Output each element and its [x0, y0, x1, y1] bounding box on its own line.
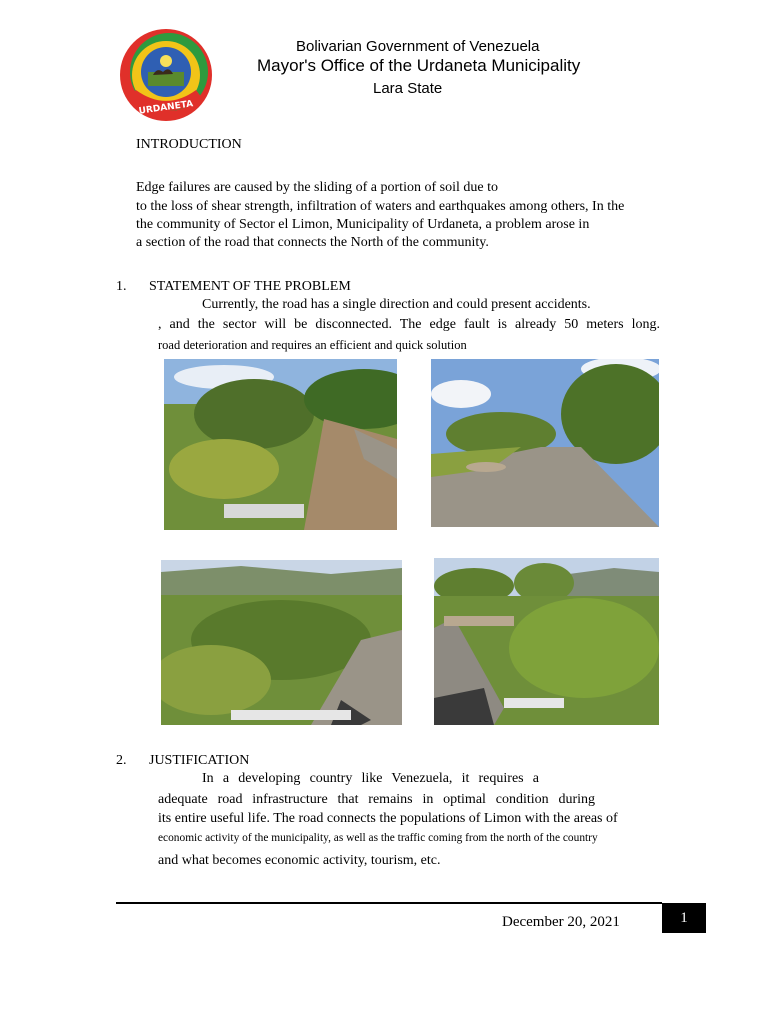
justification-line: adequate road infrastructure that remains in optimal condition during: [158, 792, 595, 807]
intro-line: to the loss of shear strength, infiltration of waters and earthquakes among others, In the: [136, 199, 625, 214]
road-damage-photo-3: [161, 560, 402, 725]
municipality-logo: [119, 28, 213, 122]
justification-line: In a developing country like Venezuela, it requires a: [202, 771, 539, 786]
logo-text: URDANETA: [138, 99, 194, 117]
intro-line: the community of Sector el Limon, Municipality of Urdaneta, a problem arose in: [136, 217, 590, 232]
page-number: 1: [662, 903, 706, 933]
problem-line: road deterioration and requires an efficient and quick solution: [158, 338, 467, 352]
government-title: Bolivarian Government of Venezuela: [296, 38, 540, 55]
road-damage-photo-1: [164, 359, 397, 530]
justification-line: and what becomes economic activity, tourism, etc.: [158, 853, 441, 868]
problem-number: 1.: [116, 279, 127, 294]
office-title: Mayor's Office of the Urdaneta Municipality: [257, 56, 581, 75]
justification-line: its entire useful life. The road connects the populations of Limon with the areas of: [158, 811, 618, 826]
road-damage-photo-2: [431, 359, 659, 527]
intro-line: a section of the road that connects the North of the community.: [136, 235, 489, 250]
justification-line: economic activity of the municipality, as well as the traffic coming from the north of the country: [158, 832, 598, 844]
justification-number: 2.: [116, 753, 127, 768]
footer-date: December 20, 2021: [502, 914, 620, 930]
introduction-heading: INTRODUCTION: [136, 137, 242, 152]
footer-divider: [116, 902, 662, 904]
problem-heading: STATEMENT OF THE PROBLEM: [149, 279, 351, 294]
state-title: Lara State: [373, 80, 443, 97]
problem-line: Currently, the road has a single direction and could present accidents.: [202, 297, 591, 312]
intro-line: Edge failures are caused by the sliding of a portion of soil due to: [136, 180, 498, 195]
problem-line: , and the sector will be disconnected. The edge fault is already 50 meters long.: [158, 317, 660, 332]
road-damage-photo-4: [434, 558, 659, 725]
justification-heading: JUSTIFICATION: [149, 753, 250, 768]
